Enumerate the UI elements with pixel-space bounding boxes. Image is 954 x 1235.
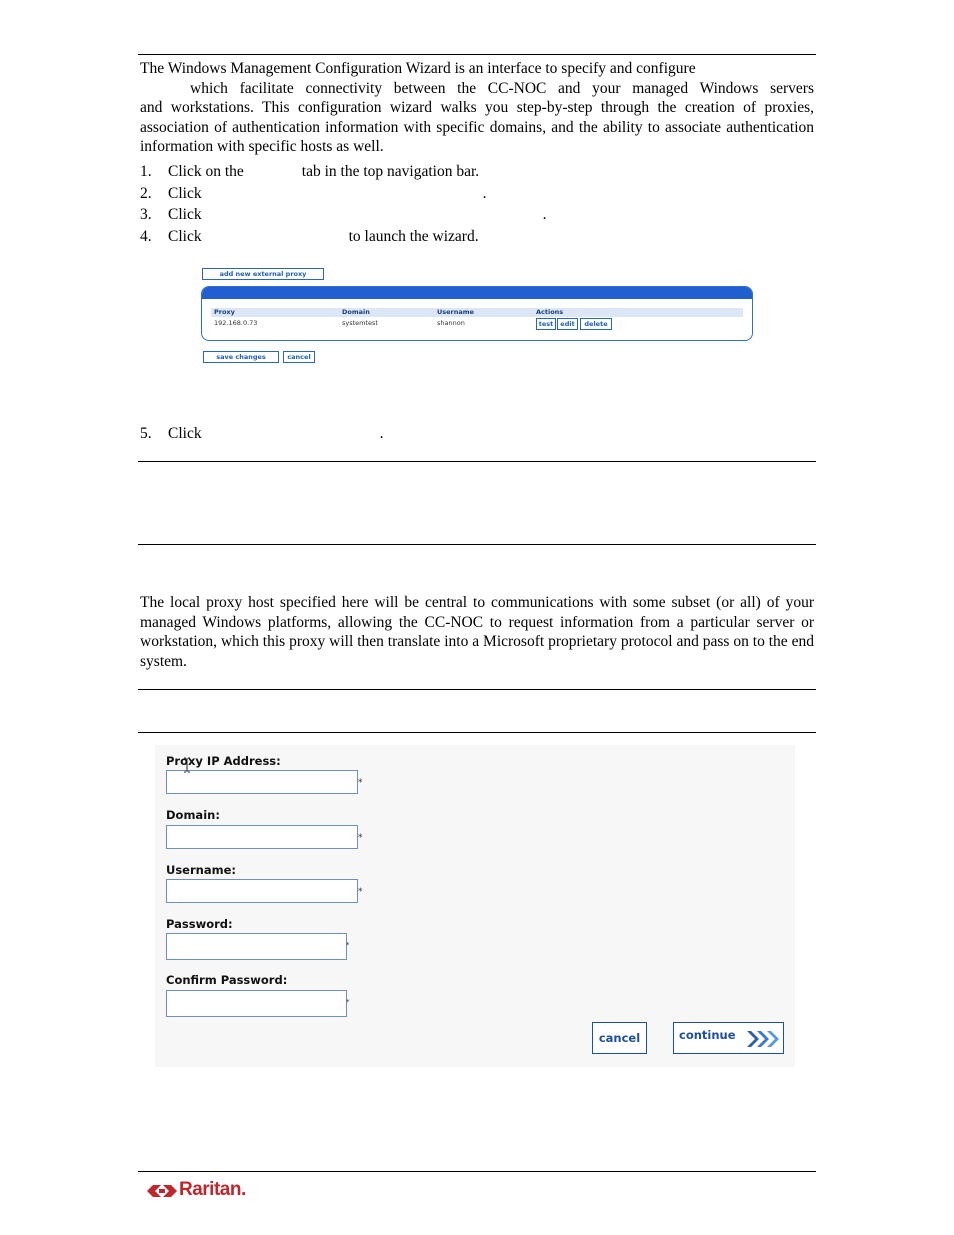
password-label: Password: xyxy=(166,917,233,931)
required-mark: * xyxy=(346,941,350,949)
step-text-pre: Click xyxy=(168,228,202,245)
step-2 xyxy=(140,184,486,204)
proxy-ip-input[interactable] xyxy=(166,770,358,794)
username-input[interactable] xyxy=(166,879,358,903)
intro-paragraph xyxy=(140,59,814,157)
proxy-paragraph-text: The local proxy host specified here will be central to communications with some subset (or all) of your managed Windows platforms, allowing the CC-NOC to request information from a particular server or workstation, which this proxy will then translate into a Microsoft proprietary protocol and pass on to the end system. xyxy=(140,594,814,670)
step-number: 3. xyxy=(140,206,152,223)
confirm-password-input[interactable] xyxy=(166,990,347,1017)
step-text-post: . xyxy=(482,185,487,202)
step-number: 1. xyxy=(140,163,152,180)
raritan-mark-icon xyxy=(145,1179,179,1203)
table-row xyxy=(211,308,743,317)
footer-rule xyxy=(138,1171,816,1172)
step-text-post: . xyxy=(542,206,547,223)
cancel-button[interactable]: cancel xyxy=(283,351,315,363)
intro-rest: and workstations. This configuration wizard walks you step-by-step through the creation of proxies, association of authentication information with specific domains, and the ability to associate authentication information with specific hosts as well. xyxy=(140,99,814,156)
add-new-external-proxy-button[interactable]: add new external proxy xyxy=(202,268,324,280)
proxy-paragraph xyxy=(140,593,814,671)
proxy-table-header-bar xyxy=(202,287,752,299)
column-header-actions: Actions xyxy=(536,308,564,316)
required-mark: * xyxy=(358,887,363,897)
form-cancel-button[interactable] xyxy=(592,1022,647,1054)
required-mark: * xyxy=(358,833,363,843)
cell-domain: systemtest xyxy=(342,319,378,327)
step-text-post: to launch the wizard. xyxy=(348,228,479,245)
step-number: 5. xyxy=(140,425,152,442)
step-text-pre: Click on the xyxy=(168,163,244,180)
intro-line-2: which facilitate connectivity between the CC-NOC and your managed Windows servers xyxy=(190,79,814,97)
raritan-logo-text: Raritan. xyxy=(179,1179,246,1200)
step-text-post: tab in the top navigation bar. xyxy=(301,163,480,180)
save-changes-button[interactable]: save changes xyxy=(203,351,279,363)
step-3 xyxy=(140,205,546,225)
step-1 xyxy=(140,162,479,182)
double-chevron-right-icon xyxy=(746,1030,780,1048)
test-button[interactable]: test xyxy=(536,318,556,330)
continue-label: continue xyxy=(679,1028,736,1042)
step-number: 2. xyxy=(140,185,152,202)
password-input[interactable] xyxy=(166,933,347,960)
top-rule xyxy=(138,54,816,55)
column-header-domain: Domain xyxy=(342,308,370,316)
section-rule xyxy=(138,544,816,545)
step-text-pre: Click xyxy=(168,425,202,442)
required-mark: * xyxy=(346,998,350,1006)
continue-button[interactable] xyxy=(673,1022,784,1054)
step-number: 4. xyxy=(140,228,152,245)
cell-proxy: 192.168.0.73 xyxy=(214,319,258,327)
required-mark: * xyxy=(358,778,363,788)
proxy-table-panel xyxy=(201,286,753,341)
raritan-logo xyxy=(145,1178,255,1204)
username-label: Username: xyxy=(166,863,236,877)
step-4 xyxy=(140,227,479,247)
domain-input[interactable] xyxy=(166,825,358,849)
domain-label: Domain: xyxy=(166,808,220,822)
delete-button[interactable]: delete xyxy=(580,318,612,330)
cell-username: shannon xyxy=(437,319,465,327)
column-header-proxy: Proxy xyxy=(214,308,235,316)
step-5 xyxy=(140,424,383,444)
text-cursor-icon xyxy=(183,757,191,773)
proxy-ip-label: Proxy IP Address: xyxy=(166,754,281,768)
edit-button[interactable]: edit xyxy=(557,318,578,330)
section-rule xyxy=(138,461,816,462)
section-rule xyxy=(138,732,816,733)
step-text-post: . xyxy=(379,425,384,442)
step-text-pre: Click xyxy=(168,206,202,223)
intro-line-1: The Windows Management Configuration Wizard is an interface to specify and configure xyxy=(140,60,696,77)
section-rule xyxy=(138,689,816,690)
form-cancel-label: cancel xyxy=(598,1031,641,1045)
step-text-pre: Click xyxy=(168,185,202,202)
confirm-password-label: Confirm Password: xyxy=(166,973,288,987)
column-header-username: Username xyxy=(437,308,474,316)
